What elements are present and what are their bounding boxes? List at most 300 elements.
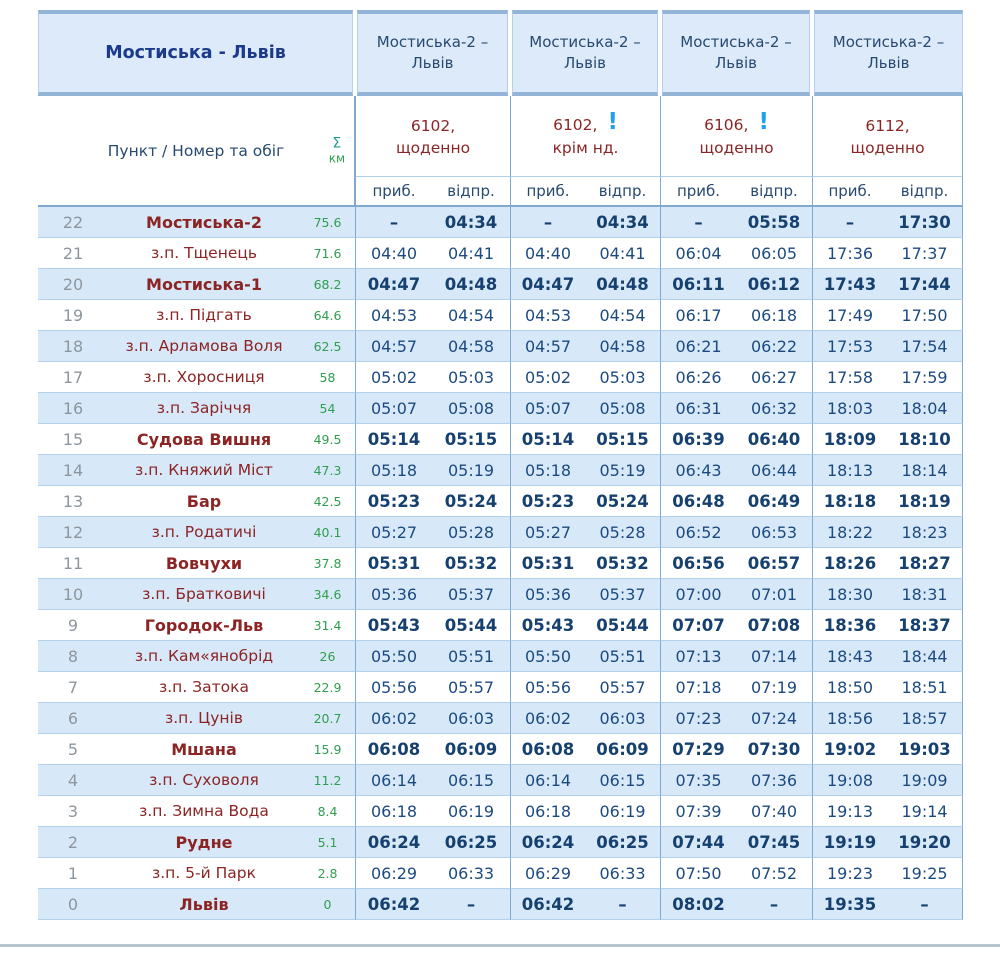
- arrival-time: 06:18: [510, 796, 585, 827]
- station-row: [38, 796, 963, 827]
- station-name: Вовчухи: [108, 548, 300, 579]
- row-number: 2: [38, 827, 108, 858]
- row-number: 9: [38, 610, 108, 641]
- arrival-time: 07:23: [660, 703, 736, 734]
- departure-time: 19:09: [887, 765, 963, 796]
- route-header: Мостиська-2 – Львів: [357, 10, 508, 96]
- alert-icon: !: [607, 109, 618, 136]
- row-number: 16: [38, 393, 108, 424]
- arrival-time: 05:43: [355, 610, 432, 641]
- station-row: [38, 889, 963, 920]
- arrival-time: 19:02: [812, 734, 887, 765]
- station-row: [38, 672, 963, 703]
- table-title: Мостиська - Львів: [38, 10, 353, 96]
- row-number: 19: [38, 300, 108, 331]
- station-row: [38, 455, 963, 486]
- departure-time: 05:24: [432, 486, 510, 517]
- row-number: 3: [38, 796, 108, 827]
- station-name: Рудне: [108, 827, 300, 858]
- train-info: [510, 96, 660, 177]
- row-number: 18: [38, 331, 108, 362]
- station-row: [38, 517, 963, 548]
- arrival-time: 06:14: [355, 765, 432, 796]
- arrival-time: 04:53: [355, 300, 432, 331]
- departure-time: 06:19: [585, 796, 660, 827]
- arrival-time: 17:43: [812, 269, 887, 300]
- departure-time: 07:45: [736, 827, 812, 858]
- row-number: 15: [38, 424, 108, 455]
- row-number: 10: [38, 579, 108, 610]
- station-row: [38, 734, 963, 765]
- arrival-time: 04:47: [510, 269, 585, 300]
- departure-time: 05:32: [432, 548, 510, 579]
- departure-time: 05:44: [585, 610, 660, 641]
- station-row: [38, 300, 963, 331]
- corner-cell: [38, 96, 355, 207]
- station-name: Мостиська-1: [108, 269, 300, 300]
- departure-time: 07:40: [736, 796, 812, 827]
- departure-time: 05:03: [585, 362, 660, 393]
- departure-time: 18:51: [887, 672, 963, 703]
- departure-time: 06:25: [585, 827, 660, 858]
- departure-time: 04:58: [585, 331, 660, 362]
- arrival-time: 05:07: [355, 393, 432, 424]
- km-value: 40.1: [300, 517, 355, 548]
- station-row: [38, 703, 963, 734]
- departure-time: 06:57: [736, 548, 812, 579]
- arrival-time: –: [660, 207, 736, 238]
- arrival-time: 06:08: [510, 734, 585, 765]
- departure-time: 18:10: [887, 424, 963, 455]
- departure-time: 05:44: [432, 610, 510, 641]
- km-value: 8.4: [300, 796, 355, 827]
- row-number: 4: [38, 765, 108, 796]
- departure-time: 06:12: [736, 269, 812, 300]
- departure-time: 05:51: [585, 641, 660, 672]
- departure-time: –: [432, 889, 510, 920]
- station-name: Мшана: [108, 734, 300, 765]
- arrival-time: 19:35: [812, 889, 887, 920]
- departure-time: 18:04: [887, 393, 963, 424]
- departure-time: 05:28: [432, 517, 510, 548]
- km-value: 75.6: [300, 207, 355, 238]
- departure-time: 04:48: [585, 269, 660, 300]
- arrival-time: 07:13: [660, 641, 736, 672]
- arrival-time: 17:49: [812, 300, 887, 331]
- arrival-time: 07:39: [660, 796, 736, 827]
- departure-time: 06:03: [432, 703, 510, 734]
- arrival-time: 07:35: [660, 765, 736, 796]
- row-number: 12: [38, 517, 108, 548]
- station-row: [38, 858, 963, 889]
- station-name: Судова Вишня: [108, 424, 300, 455]
- arrival-time: 06:02: [355, 703, 432, 734]
- arrival-time: 05:56: [510, 672, 585, 703]
- departure-time: 18:31: [887, 579, 963, 610]
- km-value: 58: [300, 362, 355, 393]
- arrival-time: 05:50: [355, 641, 432, 672]
- departure-time: 06:09: [432, 734, 510, 765]
- station-row: [38, 362, 963, 393]
- train-info-row: [38, 96, 963, 177]
- departure-time: 07:30: [736, 734, 812, 765]
- arrival-time: 06:17: [660, 300, 736, 331]
- departure-time: 06:05: [736, 238, 812, 269]
- departure-time: 04:41: [585, 238, 660, 269]
- arrival-time: 17:53: [812, 331, 887, 362]
- departure-time: 17:30: [887, 207, 963, 238]
- route-header: Мостиська-2 – Львів: [814, 10, 963, 96]
- departure-time: 06:40: [736, 424, 812, 455]
- km-value: 22.9: [300, 672, 355, 703]
- arrival-time: 06:29: [355, 858, 432, 889]
- row-number: 1: [38, 858, 108, 889]
- departure-time: 05:08: [432, 393, 510, 424]
- departure-time: 18:27: [887, 548, 963, 579]
- route-header-row: [38, 10, 963, 96]
- arrival-time: 18:50: [812, 672, 887, 703]
- station-name: з.п. Заріччя: [108, 393, 300, 424]
- departure-time: 06:27: [736, 362, 812, 393]
- arrival-time: 06:11: [660, 269, 736, 300]
- departure-time: –: [736, 889, 812, 920]
- timetable: [38, 10, 963, 920]
- km-value: 5.1: [300, 827, 355, 858]
- train-number: 6102,: [410, 116, 456, 135]
- arrival-time: 06:52: [660, 517, 736, 548]
- depart-label: відпр.: [432, 177, 510, 207]
- km-value: 2.8: [300, 858, 355, 889]
- departure-time: 18:44: [887, 641, 963, 672]
- arrival-time: 19:13: [812, 796, 887, 827]
- station-name: з.п. Княжий Міст: [108, 455, 300, 486]
- distance-unit: [329, 135, 345, 166]
- departure-time: 18:23: [887, 517, 963, 548]
- arrival-time: 05:02: [510, 362, 585, 393]
- arrival-time: 05:50: [510, 641, 585, 672]
- departure-time: 06:15: [585, 765, 660, 796]
- arrival-time: 19:23: [812, 858, 887, 889]
- arrival-time: 07:00: [660, 579, 736, 610]
- arrival-time: 04:57: [355, 331, 432, 362]
- departure-time: 07:01: [736, 579, 812, 610]
- arrival-time: 18:56: [812, 703, 887, 734]
- arrival-time: 05:02: [355, 362, 432, 393]
- arrival-time: 06:02: [510, 703, 585, 734]
- arrival-time: –: [510, 207, 585, 238]
- arrival-time: 06:08: [355, 734, 432, 765]
- depart-label: відпр.: [736, 177, 812, 207]
- departure-time: 06:32: [736, 393, 812, 424]
- departure-time: –: [585, 889, 660, 920]
- arrival-time: 07:29: [660, 734, 736, 765]
- depart-label: відпр.: [585, 177, 660, 207]
- arrival-time: 06:31: [660, 393, 736, 424]
- departure-time: 18:57: [887, 703, 963, 734]
- arrival-time: 17:36: [812, 238, 887, 269]
- arrival-time: 05:31: [355, 548, 432, 579]
- departure-time: 04:54: [585, 300, 660, 331]
- departure-time: 06:03: [585, 703, 660, 734]
- corner-label: Пункт / Номер та обіг: [107, 141, 285, 160]
- departure-time: 05:57: [432, 672, 510, 703]
- km-value: 62.5: [300, 331, 355, 362]
- departure-time: 19:03: [887, 734, 963, 765]
- departure-time: 06:19: [432, 796, 510, 827]
- departure-time: 05:24: [585, 486, 660, 517]
- arrival-time: 18:26: [812, 548, 887, 579]
- departure-time: 05:57: [585, 672, 660, 703]
- departure-time: 18:14: [887, 455, 963, 486]
- station-row: [38, 486, 963, 517]
- departure-time: 06:44: [736, 455, 812, 486]
- km-value: 71.6: [300, 238, 355, 269]
- row-number: 20: [38, 269, 108, 300]
- arrival-time: 05:18: [355, 455, 432, 486]
- arrival-time: –: [812, 207, 887, 238]
- route-header: Мостиська-2 – Львів: [662, 10, 810, 96]
- station-name: з.п. Зимна Вода: [108, 796, 300, 827]
- station-name: Бар: [108, 486, 300, 517]
- station-row: [38, 765, 963, 796]
- arrival-time: 18:03: [812, 393, 887, 424]
- station-row: [38, 207, 963, 238]
- station-row: [38, 331, 963, 362]
- departure-time: 04:58: [432, 331, 510, 362]
- alert-icon: !: [758, 109, 769, 136]
- station-name: з.п. Родатичі: [108, 517, 300, 548]
- train-info: [660, 96, 812, 177]
- km-value: 20.7: [300, 703, 355, 734]
- station-name: з.п. Кам«янобрід: [108, 641, 300, 672]
- departure-time: 06:15: [432, 765, 510, 796]
- departure-time: 18:19: [887, 486, 963, 517]
- departure-time: 17:54: [887, 331, 963, 362]
- departure-time: 17:37: [887, 238, 963, 269]
- departure-time: 05:15: [432, 424, 510, 455]
- departure-time: 19:25: [887, 858, 963, 889]
- station-name: з.п. Підгать: [108, 300, 300, 331]
- arrival-time: 06:39: [660, 424, 736, 455]
- arrival-time: 06:24: [510, 827, 585, 858]
- row-number: 22: [38, 207, 108, 238]
- departure-time: 04:34: [432, 207, 510, 238]
- arrival-time: 06:24: [355, 827, 432, 858]
- arrival-time: 05:43: [510, 610, 585, 641]
- departure-time: 05:32: [585, 548, 660, 579]
- arrival-time: 04:40: [355, 238, 432, 269]
- km-value: 11.2: [300, 765, 355, 796]
- station-row: [38, 641, 963, 672]
- departure-time: –: [887, 889, 963, 920]
- station-row: [38, 548, 963, 579]
- arrival-time: 05:23: [355, 486, 432, 517]
- departure-time: 06:18: [736, 300, 812, 331]
- row-number: 13: [38, 486, 108, 517]
- departure-time: 05:37: [432, 579, 510, 610]
- arrival-time: 18:36: [812, 610, 887, 641]
- row-number: 6: [38, 703, 108, 734]
- arrival-time: 18:30: [812, 579, 887, 610]
- arrival-time: 05:14: [510, 424, 585, 455]
- departure-time: 05:51: [432, 641, 510, 672]
- departure-time: 05:03: [432, 362, 510, 393]
- departure-time: 17:50: [887, 300, 963, 331]
- train-info: [812, 96, 963, 177]
- row-number: 0: [38, 889, 108, 920]
- arrival-time: 07:44: [660, 827, 736, 858]
- train-note: крім нд.: [552, 138, 619, 157]
- departure-time: 07:08: [736, 610, 812, 641]
- page-divider: [0, 944, 1000, 947]
- departure-time: 19:14: [887, 796, 963, 827]
- arrival-time: 06:48: [660, 486, 736, 517]
- station-name: Мостиська-2: [108, 207, 300, 238]
- station-name: з.п. Тщенець: [108, 238, 300, 269]
- arrival-time: 05:27: [510, 517, 585, 548]
- arrival-time: 05:27: [355, 517, 432, 548]
- departure-time: 05:15: [585, 424, 660, 455]
- arrival-time: 06:18: [355, 796, 432, 827]
- departure-time: 05:58: [736, 207, 812, 238]
- km-value: 15.9: [300, 734, 355, 765]
- route-header: Мостиська-2 – Львів: [512, 10, 658, 96]
- train-note: щоденно: [850, 138, 925, 157]
- km-value: 49.5: [300, 424, 355, 455]
- departure-time: 19:20: [887, 827, 963, 858]
- arrival-time: 04:40: [510, 238, 585, 269]
- station-row: [38, 827, 963, 858]
- arrival-time: 06:56: [660, 548, 736, 579]
- arrival-time: 18:22: [812, 517, 887, 548]
- row-number: 21: [38, 238, 108, 269]
- station-name: з.п. Цунів: [108, 703, 300, 734]
- timetable-body: [38, 207, 963, 920]
- station-name: Львів: [108, 889, 300, 920]
- arrival-time: 05:31: [510, 548, 585, 579]
- departure-time: 07:14: [736, 641, 812, 672]
- departure-time: 06:22: [736, 331, 812, 362]
- departure-time: 06:33: [585, 858, 660, 889]
- arrival-time: 06:43: [660, 455, 736, 486]
- row-number: 14: [38, 455, 108, 486]
- departure-time: 07:19: [736, 672, 812, 703]
- station-row: [38, 393, 963, 424]
- arrive-label: приб.: [510, 177, 585, 207]
- km-value: 47.3: [300, 455, 355, 486]
- arrival-time: 04:53: [510, 300, 585, 331]
- departure-time: 07:24: [736, 703, 812, 734]
- arrival-time: 07:50: [660, 858, 736, 889]
- departure-time: 04:41: [432, 238, 510, 269]
- arrive-label: приб.: [812, 177, 887, 207]
- arrival-time: 18:09: [812, 424, 887, 455]
- arrival-time: –: [355, 207, 432, 238]
- departure-time: 05:19: [432, 455, 510, 486]
- station-row: [38, 610, 963, 641]
- km-value: 34.6: [300, 579, 355, 610]
- sum-symbol: Σ: [332, 134, 342, 151]
- km-value: 0: [300, 889, 355, 920]
- row-number: 8: [38, 641, 108, 672]
- departure-time: 05:08: [585, 393, 660, 424]
- station-row: [38, 269, 963, 300]
- km-value: 31.4: [300, 610, 355, 641]
- train-note: щоденно: [395, 138, 471, 157]
- departure-time: 07:52: [736, 858, 812, 889]
- station-name: з.п. Арламова Воля: [108, 331, 300, 362]
- km-value: 54: [300, 393, 355, 424]
- arrival-time: 06:26: [660, 362, 736, 393]
- arrival-time: 08:02: [660, 889, 736, 920]
- arrival-time: 05:14: [355, 424, 432, 455]
- km-value: 37.8: [300, 548, 355, 579]
- train-number: 6112,: [865, 116, 910, 135]
- departure-time: 06:53: [736, 517, 812, 548]
- km-value: 26: [300, 641, 355, 672]
- arrival-time: 19:19: [812, 827, 887, 858]
- arrive-label: приб.: [660, 177, 736, 207]
- departure-time: 06:49: [736, 486, 812, 517]
- row-number: 11: [38, 548, 108, 579]
- arrival-time: 06:14: [510, 765, 585, 796]
- arrival-time: 19:08: [812, 765, 887, 796]
- departure-time: 07:36: [736, 765, 812, 796]
- arrival-time: 06:21: [660, 331, 736, 362]
- km-value: 42.5: [300, 486, 355, 517]
- arrival-time: 07:18: [660, 672, 736, 703]
- arrival-time: 05:23: [510, 486, 585, 517]
- arrival-time: 06:42: [355, 889, 432, 920]
- departure-time: 06:09: [585, 734, 660, 765]
- departure-time: 05:19: [585, 455, 660, 486]
- arrival-time: 18:43: [812, 641, 887, 672]
- station-name: Городок-Льв: [108, 610, 300, 641]
- arrival-time: 06:42: [510, 889, 585, 920]
- departure-time: 05:28: [585, 517, 660, 548]
- departure-time: 17:59: [887, 362, 963, 393]
- departure-time: 17:44: [887, 269, 963, 300]
- arrival-time: 05:36: [355, 579, 432, 610]
- departure-time: 06:25: [432, 827, 510, 858]
- departure-time: 05:37: [585, 579, 660, 610]
- station-row: [38, 579, 963, 610]
- arrival-time: 05:36: [510, 579, 585, 610]
- arrival-time: 18:18: [812, 486, 887, 517]
- departure-time: 06:33: [432, 858, 510, 889]
- arrival-time: 04:47: [355, 269, 432, 300]
- station-row: [38, 424, 963, 455]
- station-name: з.п. Хоросниця: [108, 362, 300, 393]
- departure-time: 18:37: [887, 610, 963, 641]
- arrival-time: 07:07: [660, 610, 736, 641]
- depart-label: відпр.: [887, 177, 963, 207]
- arrival-time: 05:07: [510, 393, 585, 424]
- departure-time: 04:54: [432, 300, 510, 331]
- train-info: [355, 96, 510, 177]
- station-name: з.п. Затока: [108, 672, 300, 703]
- station-row: [38, 238, 963, 269]
- train-number: 6102,: [553, 116, 598, 135]
- station-name: з.п. 5-й Парк: [108, 858, 300, 889]
- arrival-time: 06:29: [510, 858, 585, 889]
- arrival-time: 18:13: [812, 455, 887, 486]
- train-number: 6106,: [704, 116, 749, 135]
- km-value: 68.2: [300, 269, 355, 300]
- departure-time: 04:48: [432, 269, 510, 300]
- arrival-time: 06:04: [660, 238, 736, 269]
- row-number: 7: [38, 672, 108, 703]
